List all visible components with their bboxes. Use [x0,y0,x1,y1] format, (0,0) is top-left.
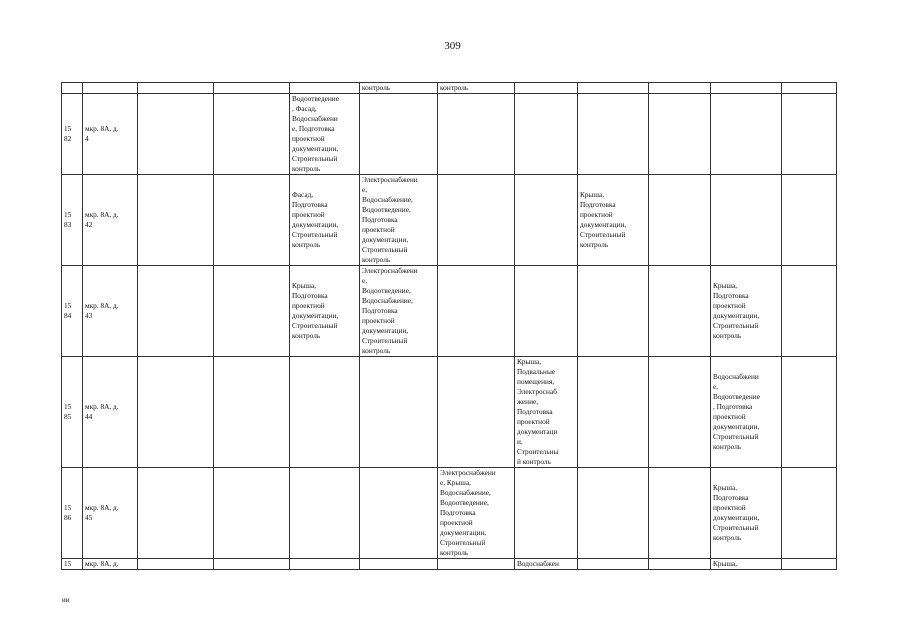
work-cell [214,357,290,468]
work-cell [360,94,438,175]
work-cell: Крыша, Подвальные помещения, Электроснаб жение, Подготовка проектной документаци и, Строительны й контроль [515,357,578,468]
table-cell [711,83,782,94]
table-row-continuation [62,83,837,94]
work-cell [290,559,360,570]
work-cell: Водоснабжен [515,559,578,570]
work-cell [138,175,214,266]
work-cell [138,266,214,357]
table-row [62,266,837,357]
row-number: 15 [62,559,83,570]
work-cell [138,94,214,175]
row-number: 15 83 [62,175,83,266]
work-cell [649,266,711,357]
work-cell [515,266,578,357]
table-cell: контроль [360,83,438,94]
work-cell: Крыша, Подготовка проектной документации, Строительный контроль [578,175,649,266]
work-cell [214,559,290,570]
table-row [62,94,837,175]
work-cell [649,175,711,266]
work-cell [782,357,837,468]
work-cell [515,468,578,559]
work-cell [138,468,214,559]
work-cell [578,357,649,468]
address-cell: мкр. 8А, д. 4 [83,94,138,175]
table-cell [62,83,83,94]
work-cell [649,94,711,175]
work-cell: Водоснабжени е, Водоотведение , Подготовка проектной документации, Строительный контроль [711,357,782,468]
work-cell: Крыша, Подготовка проектной документации, Строительный контроль [711,468,782,559]
work-cell [649,357,711,468]
work-cell [438,266,515,357]
work-cell [782,559,837,570]
table-cell [83,83,138,94]
work-cell: Водоотведение , Фасад, Водоснабжени е, Подготовка проектной документации, Строительный контроль [290,94,360,175]
work-cell: Крыша, Подготовка проектной документации, Строительный контроль [711,266,782,357]
address-cell: мкр. 8А, д. 45 [83,468,138,559]
work-cell: Электроснабжени е, Водоснабжение, Водоотведение, Подготовка проектной документации, Строительный контроль [360,175,438,266]
work-cell [515,94,578,175]
work-cell: Крыша, [711,559,782,570]
work-cell [360,559,438,570]
work-cell [290,357,360,468]
row-number: 15 82 [62,94,83,175]
work-cell [782,266,837,357]
address-cell: мкр. 8А, д. 44 [83,357,138,468]
row-number: 15 85 [62,357,83,468]
works-table [61,82,837,570]
work-cell: Крыша, Подготовка проектной документации, Строительный контроль [290,266,360,357]
table-cell [649,83,711,94]
address-cell: мкр. 8А, д. [83,559,138,570]
table-cell [214,83,290,94]
table-row [62,175,837,266]
work-cell: Электроснабжени е, Крыша, Водоснабжение, Водоотведение, Подготовка проектной документации, Строительный контроль [438,468,515,559]
work-cell: Фасад, Подготовка проектной документации, Строительный контроль [290,175,360,266]
work-cell [578,559,649,570]
table-cell [290,83,360,94]
table-cell [515,83,578,94]
work-cell [649,559,711,570]
work-cell [515,175,578,266]
work-cell [138,357,214,468]
work-cell [782,468,837,559]
table-cell [138,83,214,94]
work-cell [438,175,515,266]
row-number: 15 84 [62,266,83,357]
work-cell [438,357,515,468]
work-cell [711,175,782,266]
work-cell [438,94,515,175]
footer-mark: ии [62,596,70,604]
page-number: 309 [444,40,461,52]
work-cell [290,468,360,559]
table-cell: контроль [438,83,515,94]
work-cell [214,266,290,357]
table-row [62,357,837,468]
work-cell [649,468,711,559]
work-cell [578,94,649,175]
work-cell [578,266,649,357]
work-cell [214,175,290,266]
address-cell: мкр. 8А, д. 43 [83,266,138,357]
table-cell [782,83,837,94]
work-cell [360,468,438,559]
address-cell: мкр. 8А, д. 42 [83,175,138,266]
work-cell [578,468,649,559]
work-cell [214,94,290,175]
work-cell [214,468,290,559]
work-cell [711,94,782,175]
work-cell [138,559,214,570]
work-cell: Электроснабжени е, Водоотведение, Водоснабжение, Подготовка проектной документации, Строительный контроль [360,266,438,357]
work-cell [782,94,837,175]
work-cell [782,175,837,266]
table-cell [578,83,649,94]
table-row [62,559,837,570]
work-cell [360,357,438,468]
table-row [62,468,837,559]
row-number: 15 86 [62,468,83,559]
work-cell [438,559,515,570]
